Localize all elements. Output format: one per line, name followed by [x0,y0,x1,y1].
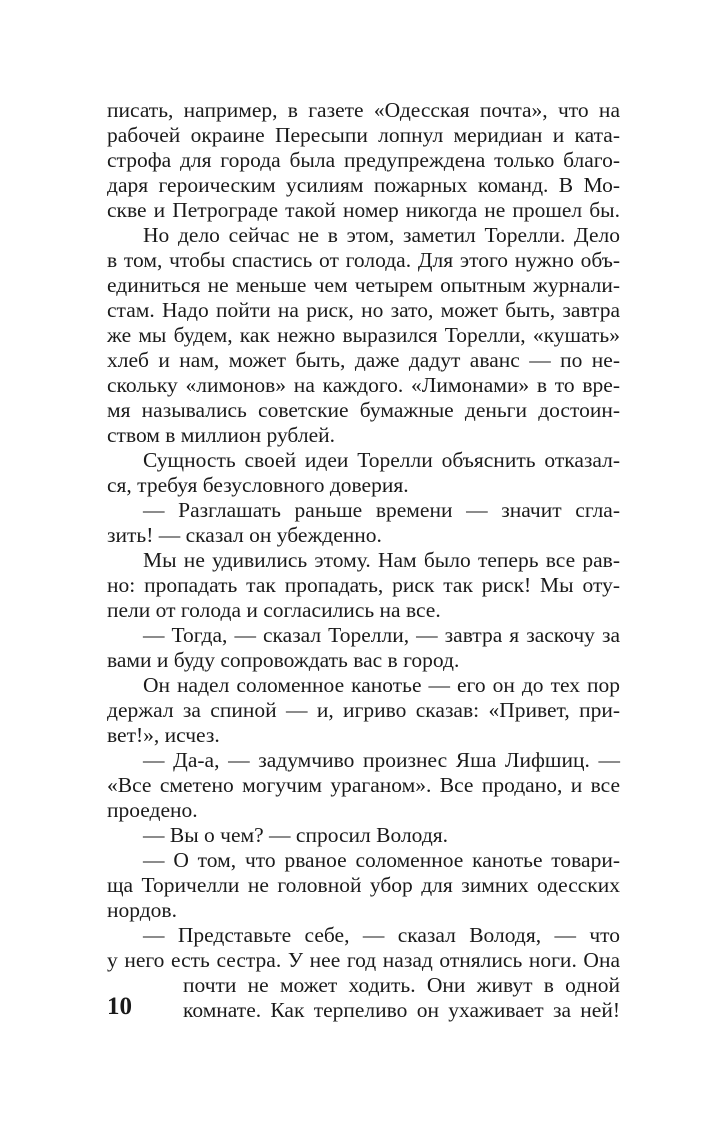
text-line: держал за спиной — и, игриво сказав: «Привет, при- [107,698,620,722]
text-line: вами и буду сопровождать вас в город. [107,648,460,672]
text-line: зить! — сказал он убежденно. [107,523,382,547]
text-line: — О том, что рваное соломенное канотье товари- [143,848,620,872]
text-line: — Разглашать раньше времени — значит сгла- [143,498,620,522]
text-line: в том, чтобы спастись от голода. Для этого нужно объ- [107,248,620,272]
text-line: писать, например, в газете «Одесская почта», что на [107,98,620,122]
text-line: ща Торичелли не головной убор для зимних одесских [107,873,620,897]
text-line: пели от голода и согласились на все. [107,598,441,622]
text-line: Сущность своей идеи Торелли объяснить отказал- [143,448,620,472]
text-line: Но дело сейчас не в этом, заметил Торелли. Дело [143,223,620,247]
text-line: — Вы о чем? — спросил Володя. [143,823,449,847]
text-line: почти не может ходить. Они живут в одной [183,973,620,997]
text-line: стам. Надо пойти на риск, но зато, может быть, завтра [107,298,620,322]
text-line: у него есть сестра. У нее год назад отнялись ноги. Она [107,948,620,972]
text-line: ся, требуя безусловного доверия. [107,473,409,497]
text-line: единиться не меньше чем четырем опытным журнали- [107,273,620,297]
page-number: 10 [107,993,132,1020]
text-line: Он надел соломенное канотье — его он до тех пор [143,673,620,697]
text-line: мя назывались советские бумажные деньги достоин- [107,398,620,422]
text-line: скольку «лимонов» на каждого. «Лимонами» в то вре- [107,373,620,397]
text-line: комнате. Как терпеливо он ухаживает за ней! [183,998,620,1022]
text-line: — Представьте себе, — сказал Володя, — что [143,923,620,947]
text-line: даря героическим усилиям пожарных команд. В Мо- [107,173,620,197]
text-line: «Все сметено могучим ураганом». Все продано, и все [107,773,620,797]
text-line: рабочей окраине Пересыпи лопнул меридиан и ката- [107,123,620,147]
text-line: но: пропадать так пропадать, риск так риск! Мы оту- [107,573,620,597]
text-line: вет!», исчез. [107,723,220,747]
text-line: хлеб и нам, может быть, даже дадут аванс — по не- [107,348,620,372]
text-line: скве и Петрограде такой номер никогда не прошел бы. [107,198,620,222]
text-line: — Да-а, — задумчиво произнес Яша Лифшиц. — [143,748,620,772]
text-line: ством в миллион рублей. [107,423,335,447]
text-line: же мы будем, как нежно выразился Торелли, «кушать» [107,323,620,347]
text-line: проедено. [107,798,198,822]
text-line: нордов. [107,898,177,922]
text-line: строфа для города была предупреждена только благо- [107,148,620,172]
text-line: Мы не удивились этому. Нам было теперь все рав- [143,548,620,572]
text-line: — Тогда, — сказал Торелли, — завтра я заскочу за [143,623,620,647]
